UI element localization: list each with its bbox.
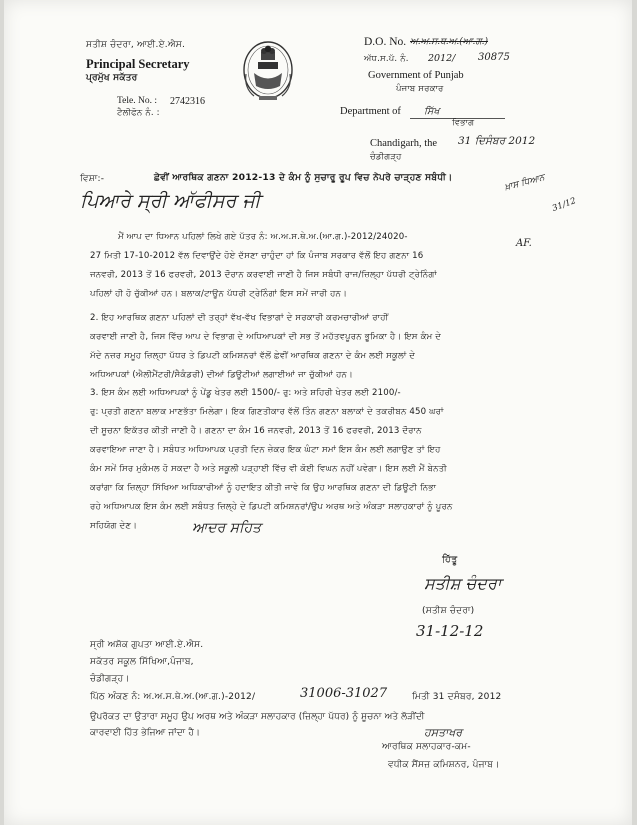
place-pa: ਚੰਡੀਗੜ੍ਹ [370,152,402,162]
body-line: ਜਨਵਰੀ, 2013 ਤੋਂ 16 ਫਰਵਰੀ, 2013 ਦੌਰਾਨ ਕਰਵਾਈ ਜਾਣੀ ਹੈ ਜਿਸ ਸਬੰਧੀ ਰਾਜ/ਜ਼ਿਲ੍ਹਾ ਪੱਧਰੀ ਟ੍ਰੇਨਿੰਗਾਂ [90,270,437,280]
body-line: ਕੰਮ ਸਮੇਂ ਸਿਰ ਮੁਕੰਮਲ ਹੋ ਸਕਦਾ ਹੈ ਅਤੇ ਸਕੂਲੀ ਪੜ੍ਹਾਈ ਵਿੱਚ ਵੀ ਕੋਈ ਵਿਘਨ ਨਹੀਂ ਪਵੇਗਾ। ਇਸ ਲਈ ਮੈਂ ਬੇਨਤੀ [90,464,447,474]
govt-en: Government of Punjab [368,70,464,81]
tele-value: 2742316 [170,96,205,107]
margin-note-initials: AF. [516,238,532,249]
sender-title: Principal Secretary [86,57,190,71]
body-line: 3. ਇਸ ਕੰਮ ਲਈ ਅਧਿਆਪਕਾਂ ਨੂੰ ਪੇਂਡੂ ਖੇਤਰ ਲਈ 1500/- ਰੁ: ਅਤੇ ਸ਼ਹਿਰੀ ਖੇਤਰ ਲਈ 2100/- [90,388,401,398]
dept-label: Department of [340,106,401,117]
salutation: ਪਿਆਰੇ ਸ੍ਰੀ ਆੱਫੀਸਰ ਜੀ [80,190,261,212]
endorsement-number: 31006-31027 [300,686,388,701]
tele-label: Tele. No. : [117,96,157,106]
body-line: ਦੀ ਸੂਚਨਾ ਇਕੱਤਰ ਕੀਤੀ ਜਾਣੀ ਹੈ। ਗਣਨਾ ਦਾ ਕੰਮ 16 ਜਨਵਰੀ, 2013 ਤੋਂ 16 ਫਰਵਰੀ, 2013 ਦੌਰਾਨ [90,426,422,436]
addressee-line: ਸ੍ਰੀ ਅਸ਼ੋਕ ਗੁਪਤਾ ਆਈ.ਏ.ਐਸ. [90,640,204,650]
letter-date: 31 ਦਿਸੰਬਰ 2012 [458,135,536,147]
govt-pa: ਪੰਜਾਬ ਸਰਕਾਰ [396,84,444,94]
addressee-line: ਚੰਡੀਗੜ੍ਹ। [90,674,130,684]
margin-note: ਖ਼ਾਸ ਧਿਆਨ [503,172,546,194]
addressee-line: ਸਕੱਤਰ ਸਕੂਲ ਸਿੱਖਿਆ,ਪੰਜਾਬ, [90,657,194,667]
footer-signature: ਹਸਤਾਖਰ [424,726,463,739]
footer-sig-title2: ਵਧੀਕ ਸੈਂਸਜ਼ ਕਮਿਸ਼ਨਰ, ਪੰਜਾਬ। [388,760,500,770]
subject-label: ਵਿਸ਼ਾ:- [80,174,105,184]
do-value: ਅ.ਅ.ਸ.ਥ.ਅ.(ਆ.ਗ.) [410,37,489,47]
endorsement-date: ਮਿਤੀ 31 ਦਸੰਬਰ, 2012 [412,692,502,702]
body-line: ਰੁ: ਪ੍ਰਤੀ ਗਣਨਾ ਬਲਾਕ ਮਾਣਭੱਤਾ ਮਿਲੇਗਾ। ਇਕ ਗਿਣਤੀਕਾਰ ਵੱਲੋਂ ਤਿੰਨ ਗਣਨਾ ਬਲਾਕਾਂ ਦੇ ਤਕਰੀਬਨ 450 ਘਰਾਂ [90,407,444,417]
signature: ਸਤੀਸ਼ ਚੰਦਰਾ [424,574,502,593]
endorsement-label: ਪਿੱਠ ਅੰਕਣ ਨੰ: ਅ.ਅ.ਸ.ਥੇ.ਅ.(ਆ.ਗ.)-2012/ [90,692,256,702]
body-line: ਕਰਵਾਈ ਜਾਣੀ ਹੈ, ਜਿਸ ਵਿੱਚ ਆਪ ਦੇ ਵਿਭਾਗ ਦੇ ਅਧਿਆਪਕਾਂ ਦੀ ਸਭ ਤੋਂ ਮਹੱਤਵਪੂਰਨ ਭੂਮਿਕਾ ਹੈ। ਇਸ ਕੰਮ ਦੇ [90,332,442,342]
endorsement-line: ਉਪਰੋਕਤ ਦਾ ਉਤਾਰਾ ਸਮੂਹ ਉਪ ਅਰਥ ਅਤੇ ਅੰਕੜਾ ਸਲਾਹਕਾਰ (ਜ਼ਿਲ੍ਹਾ ਪੱਧਰ) ਨੂੰ ਸੂਚਨਾ ਅਤੇ ਲੋੜੀਂਦੀ [90,712,425,722]
body-line: ਮੈਂ ਆਪ ਦਾ ਧਿਆਨ ਪਹਿਲਾਂ ਲਿਖੇ ਗਏ ਪੱਤਰ ਨੰ: ਅ.ਅ.ਸ.ਥੇ.ਅ.(ਆ.ਗ.)-2012/24020- [118,232,408,242]
ardh-label: ਅੱਧ.ਸ.ਪੱ. ਨੰ. [364,54,409,64]
sign-date: 31-12-12 [416,622,484,640]
signer-name: (ਸਤੀਸ਼ ਚੰਦਰਾ) [422,606,475,616]
body-line: 27 ਮਿਤੀ 17-10-2012 ਵੱਲ ਦਿਵਾਉਂਦੇ ਹੋਏ ਦੱਸਣਾ ਚਾਹੁੰਦਾ ਹਾਂ ਕਿ ਪੰਜਾਬ ਸਰਕਾਰ ਵੱਲੋਂ ਇਹ ਗਣਨਾ 16 [90,251,424,261]
body-line: ਕਰਵਾਇਆ ਜਾਣਾ ਹੈ। ਸਬੰਧਤ ਅਧਿਆਪਕ ਪ੍ਰਤੀ ਦਿਨ ਜ਼ੇਕਰ ਇਕ ਘੰਟਾ ਸਮਾਂ ਇਸ ਕੰਮ ਲਈ ਲਗਾਉਣ ਤਾਂ ਇਹ [90,445,441,455]
sender-name: ਸਤੀਸ਼ ਚੰਦਰਾ, ਆਈ.ਏ.ਐਸ. [86,40,186,50]
vibhag-label: ਵਿਭਾਗ [452,118,475,128]
place-en: Chandigarh, the [370,138,438,149]
letter-page [4,0,632,825]
body-line: ਕਰਾਂਗਾ ਕਿ ਜ਼ਿਲ੍ਹਾ ਸਿੱਖਿਆ ਅਧਿਕਾਰੀਆਂ ਨੂੰ ਹਦਾਇਤ ਕੀਤੀ ਜਾਵੇ ਕਿ ਉਹ ਆਰਥਿਕ ਗਣਨਾ ਦੀ ਡਿਊਟੀ ਨਿਭਾ [90,483,437,493]
body-line: 2. ਇਹ ਆਰਥਿਕ ਗਣਨਾ ਪਹਿਲਾਂ ਦੀ ਤਰ੍ਹਾਂ ਵੱਖ-ਵੱਖ ਵਿਭਾਗਾਂ ਦੇ ਸਰਕਾਰੀ ਕਰਮਚਾਰੀਆਂ ਰਾਹੀਂ [90,313,389,323]
body-line: ਸਹਿਯੋਗ ਦੇਣ। [90,521,138,531]
body-line: ਮੱਦੇ ਨਜ਼ਰ ਸਮੂਹ ਜ਼ਿਲ੍ਹਾ ਪੱਧਰ ਤੇ ਡਿਪਟੀ ਕਮਿਸ਼ਨਰਾਂ ਵੱਲੋਂ ਛੇਵੀਂ ਆਰਥਿਕ ਗਣਨਾ ਦੇ ਕੰਮ ਲਈ ਸਕੂਲਾਂ ਦੇ [90,351,416,361]
tele-label-pa: ਟੈਲੀਫੋਨ ਨੰ. : [117,108,160,118]
dept-value: ਸਿੱਖ [424,106,440,117]
body-line: ਰਹੇ ਅਧਿਆਪਕ ਇਸ ਕੰਮ ਲਈ ਸਬੰਧਤ ਜ਼ਿਲ੍ਹੇ ਦੇ ਡਿਪਟੀ ਕਮਿਸ਼ਨਰਾਂ/ਉਪ ਅਰਥ ਅਤੇ ਅੰਕੜਾ ਸਲਾਹਕਾਰਾਂ ਨੂੰ ਪੂਰਨ [90,502,453,512]
body-line: ਅਧਿਆਪਕਾਂ (ਐਲੀਮੈਂਟਰੀ/ਸੈਕੰਡਰੀ) ਦੀਆਂ ਡਿਊਟੀਆਂ ਲਗਾਈਆਂ ਜਾ ਚੁੱਕੀਆਂ ਹਨ। [90,370,353,380]
punjab-govt-emblem [242,40,294,112]
yours-truly: ਹਿੱਤੂ [442,554,458,565]
endorsement-line: ਕਾਰਵਾਈ ਹਿੱਤ ਭੇਜਿਆ ਜਾਂਦਾ ਹੈ। [90,728,201,738]
ardh-number: 30875 [478,52,510,63]
closing: ਆਦਰ ਸਹਿਤ [192,520,262,536]
do-label: D.O. No. [364,36,407,48]
margin-note-date: 31/12 [551,196,578,214]
sender-title-pa: ਪ੍ਰਮੁੱਖ ਸਕੱਤਰ [86,73,138,83]
footer-sig-title: ਆਰਥਿਕ ਸਲਾਹਕਾਰ-ਕਮ- [382,742,471,752]
subject-text: ਛੇਵੀਂ ਆਰਥਿਕ ਗਣਨਾ 2012-13 ਦੇ ਕੰਮ ਨੂੰ ਸੁਚਾਰੂ ਰੂਪ ਵਿਚ ਨੇਪਰੇ ਚਾੜ੍ਹਣ ਸਬੰਧੀ। [154,172,453,183]
body-line: ਪਹਿਲਾਂ ਹੀ ਹੋ ਚੁੱਕੀਆਂ ਹਨ। ਬਲਾਕ/ਟਾਊਨ ਪੱਧਰੀ ਟ੍ਰੇਨਿੰਗਾਂ ਇਸ ਸਮੇਂ ਜਾਰੀ ਹਨ। [90,289,348,299]
ardh-value: 2012/ [428,53,456,64]
